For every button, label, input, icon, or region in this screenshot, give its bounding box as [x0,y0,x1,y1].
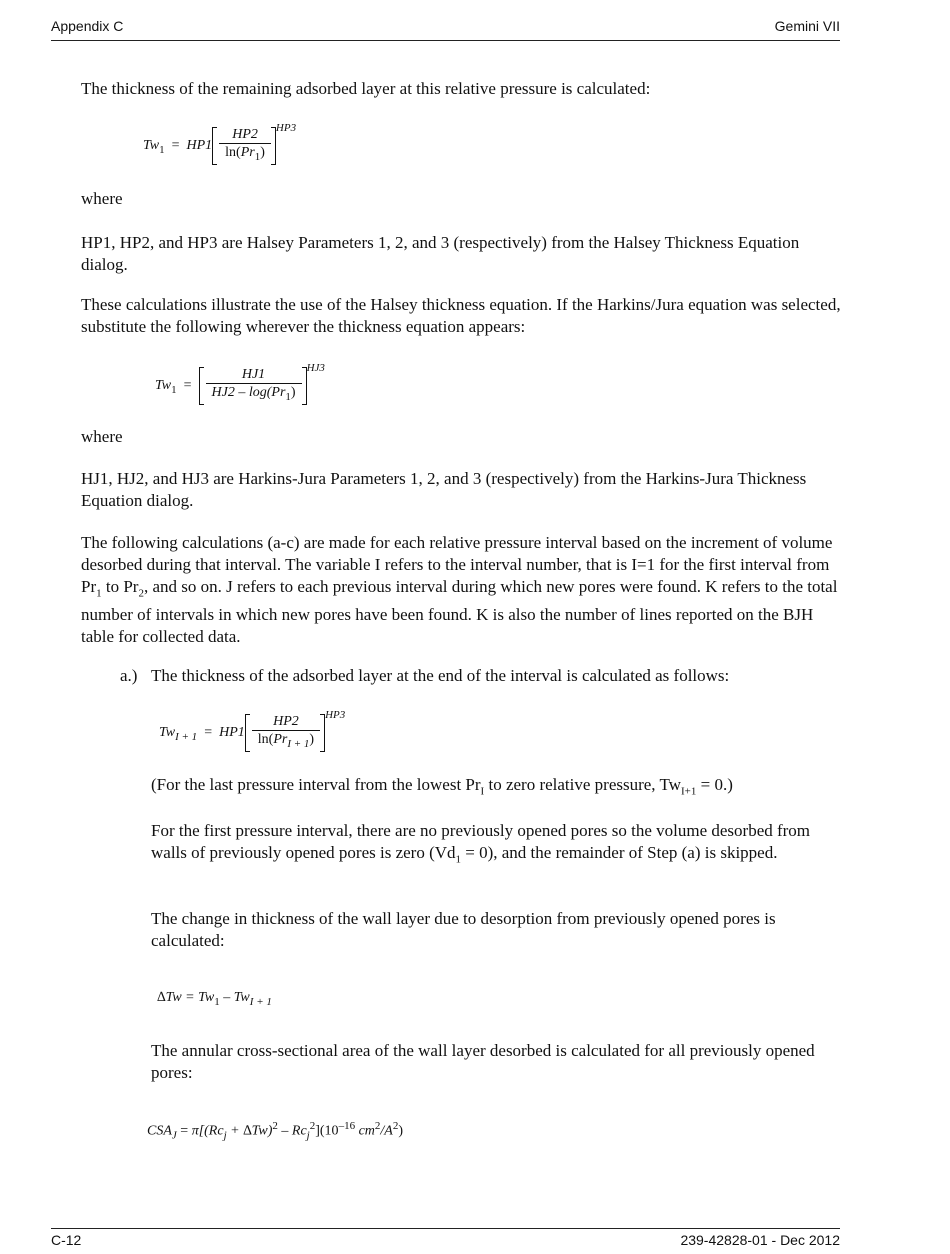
paragraph-first-interval: For the first pressure interval, there are no previously opened pores so the volume desorbed from walls of previously opened pores is zero $(Vd_1 = 0)$, and the remainder of Step (a) is skipped. [151,821,811,866]
equation-harkins-jura-thickness: $Tw_1$ = $\frac{HJ1}{HJ2 - \log(Pr_1)}$ $^{HJ3}$ [155,366,325,406]
where-label-2: where [81,427,123,446]
header-product-name: Gemini VII [774,18,840,34]
where-label-1: where [81,189,123,208]
footer-document-number: 239-42828-01 - Dec 2012 [680,1232,840,1248]
step-a-label: a.) [120,666,138,685]
page-header [51,18,840,41]
paragraph-thickness-intro: The thickness of the remaining adsorbed layer at this relative pressure is calculated: [81,79,651,98]
paragraph-harkins-jura-parameters: HJ1, HJ2, and HJ3 are Harkins-Jura Parameters 1, 2, and 3 (respectively) from the Harkins-Jura Thickness Equation dialog. [81,469,807,510]
equation-halsey-thickness-interval: $Tw_{I + 1} = HP1$ $\frac{HP2}{\ln(Pr_{I + 1})}$ $^{HP3}$ [159,713,345,753]
paragraph-last-interval-note: (For the last pressure interval from the lowest $Pr_I$ to zero relative pressure, $Tw_{I+1} = 0$.) [151,775,733,798]
paragraph-interval-calculations: The following calculations (a-c) are made for each relative pressure interval based on the increment of volume desorbed during that interval. The variable I refers to the interval number, that is I=1 for the first interval from $Pr_1$ to $Pr_2$, and so on. J refers to each previous interval during which new pores were found. K refers to the total number of intervals in which new pores have been found. K is also the number of lines reported on the BJH table for collected data. [81,533,838,647]
equation-delta-thickness: $\Delta Tw = Tw_1 - Tw_{I + 1}$ [157,990,272,1008]
footer-page-number: C-12 [51,1232,82,1248]
paragraph-halsey-parameters: HP1, HP2, and HP3 are Halsey Parameters 1, 2, and 3 (respectively) from the Halsey Thickness Equation dialog. [81,233,800,274]
paragraph-annular-area: The annular cross-sectional area of the wall layer desorbed is calculated for all previously opened pores: [151,1041,815,1082]
page-footer [51,1228,840,1248]
equation-cross-sectional-area: $CSA_J = \pi[(Rc_j + \Delta Tw)^2 - Rc_j^2](10^{-16}$ $cm^2/A^2$) [147,1120,404,1142]
paragraph-wall-thickness-change: The change in thickness of the wall layer due to desorption from previously opened pores is calculated: [151,909,776,950]
equation-halsey-thickness: $Tw_1 = HP1$ $\frac{HP2}{\ln(Pr_1)}$ $^{HP3}$ [143,126,296,166]
step-a-text: The thickness of the adsorbed layer at the end of the interval is calculated as follows: [151,666,730,685]
paragraph-harkins-jura-substitution: These calculations illustrate the use of the Halsey thickness equation. If the Harkins/Jura equation was selected, substitute the following wherever the thickness equation appears: [81,295,841,336]
header-section-title: Appendix C [51,18,124,34]
